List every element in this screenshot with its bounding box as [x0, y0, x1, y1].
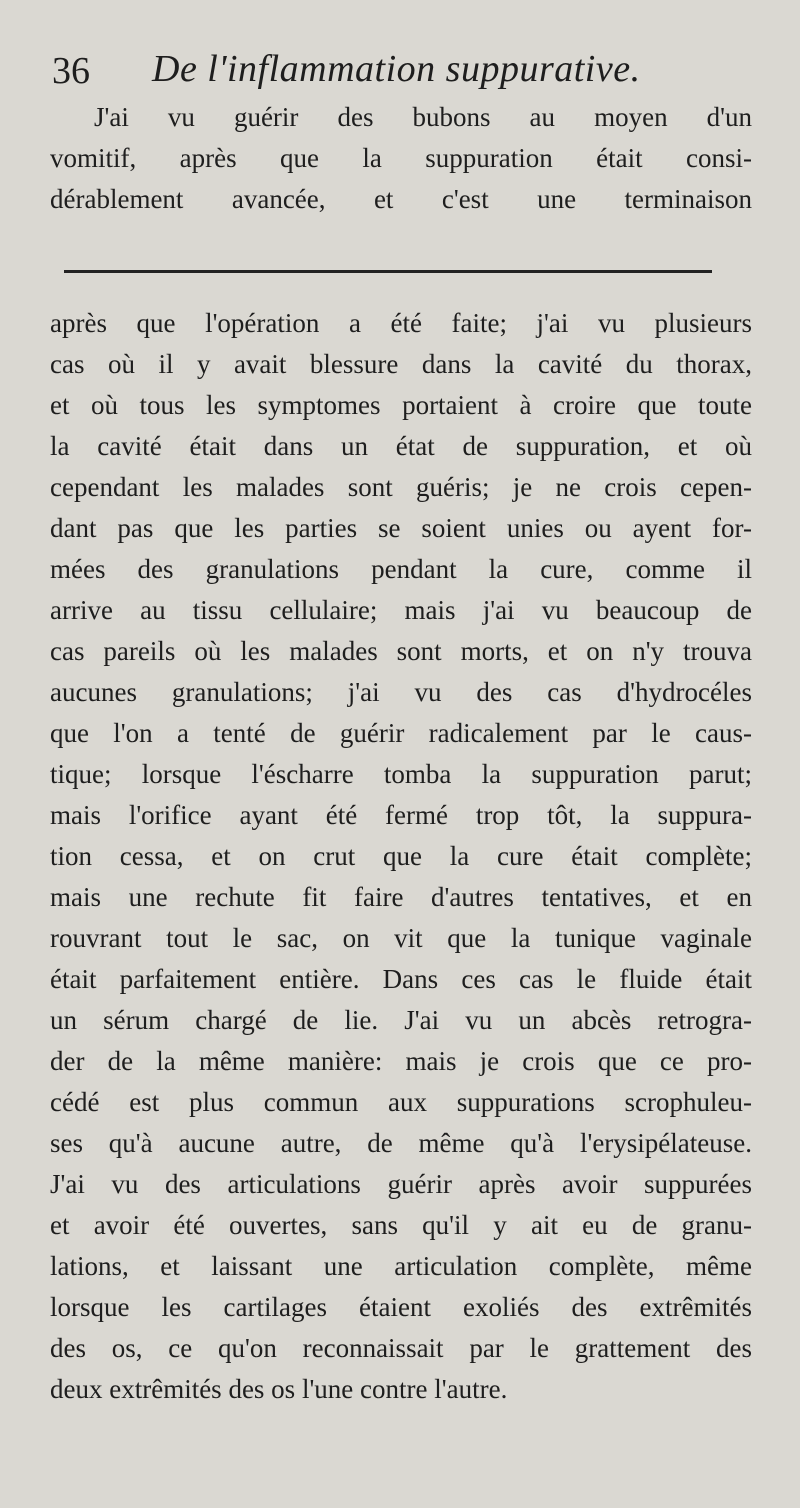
text-line: arrive au tissu cellulaire; mais j'ai vu beaucoup de [50, 595, 752, 625]
text-line: cas où il y avait blessure dans la cavité du thorax, [50, 349, 752, 379]
text-line: der de la même manière: mais je crois que ce pro- [50, 1046, 752, 1076]
text-line: mais l'orifice ayant été fermé trop tôt, la suppura- [50, 800, 752, 830]
separator-rule [64, 270, 712, 273]
text-line: J'ai vu guérir des bubons au moyen d'un [94, 102, 752, 132]
text-line: cas pareils où les malades sont morts, et on n'y trouva [50, 636, 752, 666]
lower-paragraph [50, 303, 752, 1410]
text-line: et où tous les symptomes portaient à croire que toute [50, 390, 752, 420]
page-header [52, 44, 752, 94]
running-title: De l'inflammation suppurative. [152, 48, 641, 90]
text-line: J'ai vu des articulations guérir après avoir suppurées [50, 1169, 752, 1199]
text-line: après que l'opération a été faite; j'ai vu plusieurs [50, 308, 752, 338]
text-line: mées des granulations pendant la cure, comme il [50, 554, 752, 584]
text-line: était parfaitement entière. Dans ces cas le fluide était [50, 964, 752, 994]
text-line: cependant les malades sont guéris; je ne crois cepen- [50, 472, 752, 502]
text-line: aucunes granulations; j'ai vu des cas d'hydrocéles [50, 677, 752, 707]
text-line: deux extrêmités des os l'une contre l'autre. [50, 1374, 508, 1404]
text-line: que l'on a tenté de guérir radicalement par le caus- [50, 718, 752, 748]
text-line: rouvrant tout le sac, on vit que la tunique vaginale [50, 923, 752, 953]
text-line: des os, ce qu'on reconnaissait par le grattement des [50, 1333, 752, 1363]
text-line: la cavité était dans un état de suppuration, et où [50, 431, 752, 461]
upper-paragraph [50, 97, 752, 220]
text-line: dant pas que les parties se soient unies ou ayent for- [50, 513, 752, 543]
text-line: lorsque les cartilages étaient exoliés des extrêmités [50, 1292, 752, 1322]
text-line: lations, et laissant une articulation complète, même [50, 1251, 752, 1281]
text-line: tique; lorsque l'éscharre tomba la suppuration parut; [50, 759, 752, 789]
text-line: cédé est plus commun aux suppurations scrophuleu- [50, 1087, 752, 1117]
text-line: et avoir été ouvertes, sans qu'il y ait eu de granu- [50, 1210, 752, 1240]
text-line: un sérum chargé de lie. J'ai vu un abcès retrogra- [50, 1005, 752, 1035]
page-number: 36 [52, 50, 90, 92]
text-line: dérablement avancée, et c'est une terminaison [50, 184, 752, 214]
text-line: mais une rechute fit faire d'autres tentatives, et en [50, 882, 752, 912]
text-line: ses qu'à aucune autre, de même qu'à l'erysipélateuse. [50, 1128, 752, 1158]
text-line: tion cessa, et on crut que la cure était complète; [50, 841, 752, 871]
text-line: vomitif, après que la suppuration était consi- [50, 143, 752, 173]
